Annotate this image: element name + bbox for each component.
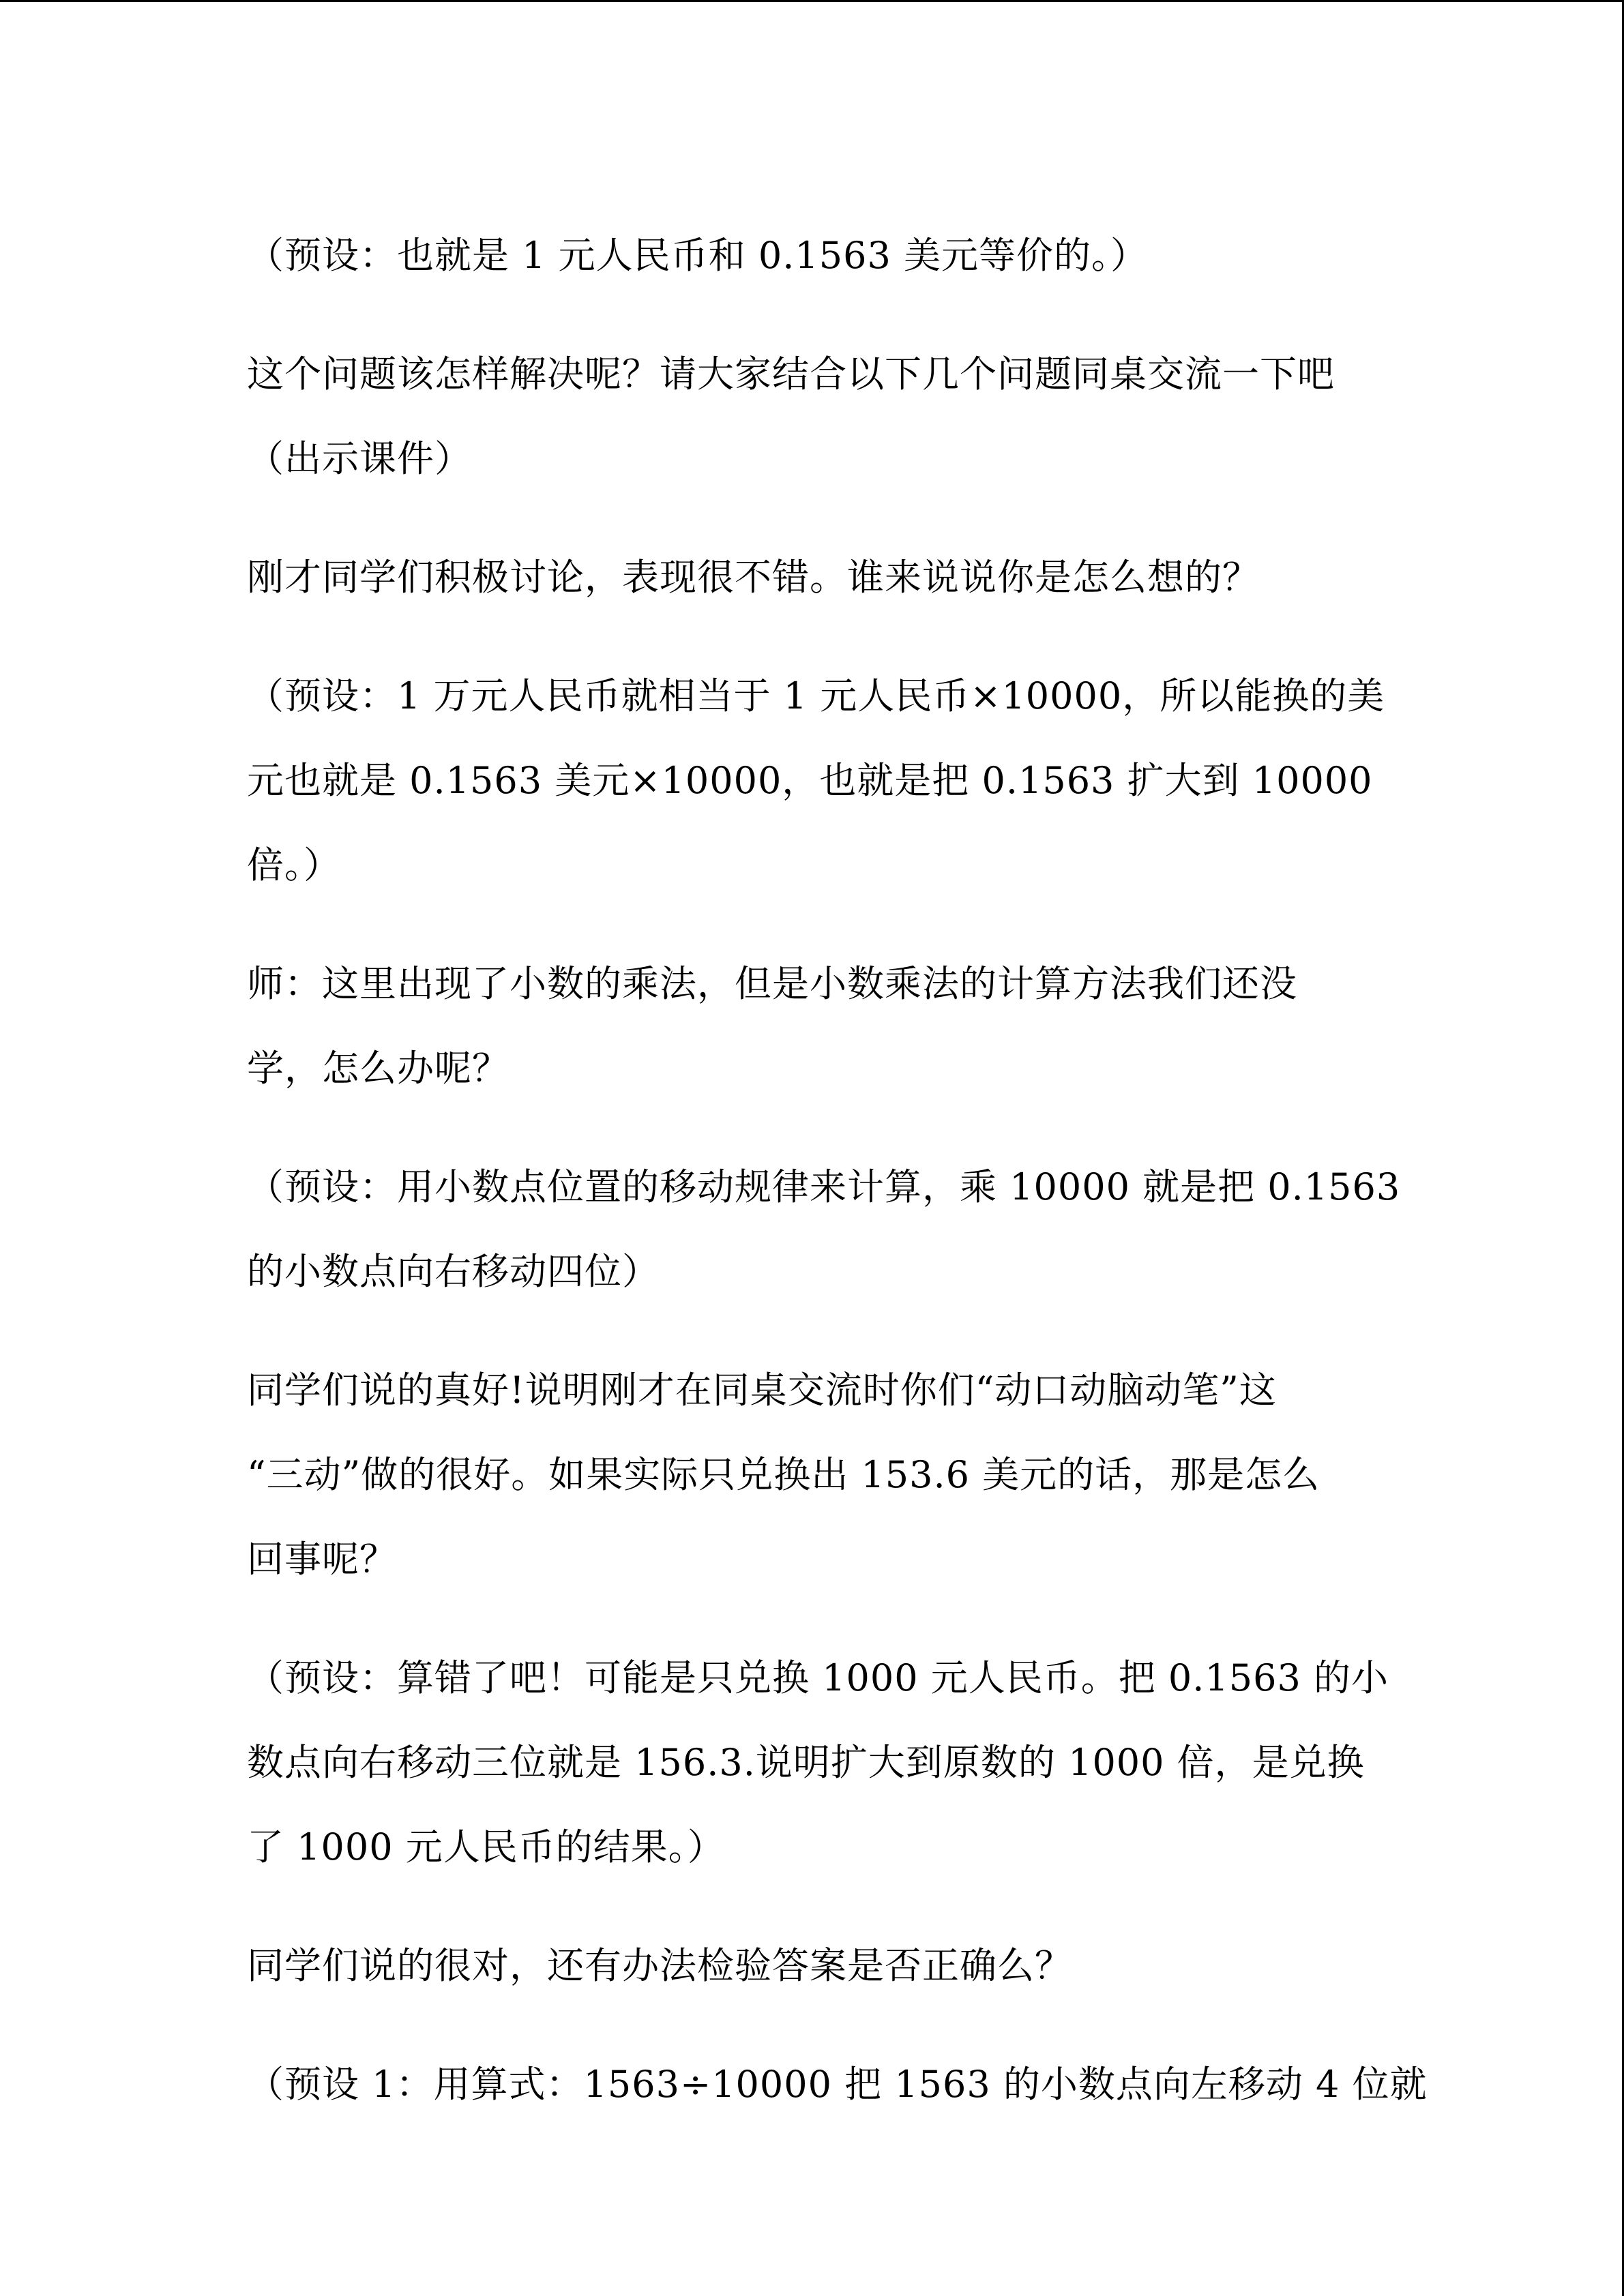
- paragraph: [247, 535, 1372, 620]
- text-line: （预设：1 万元人民币就相当于 1 元人民币×10000，所以能换的美: [247, 674, 1385, 717]
- text-line: 数点向右移动三位就是 156.3.说明扩大到原数的 1000 倍，是兑换: [247, 1741, 1365, 1784]
- text-line: “三动”做的很好。如果实际只兑换出 153.6 美元的话，那是怎么: [247, 1453, 1320, 1496]
- paragraph: [247, 1924, 1372, 2008]
- text-line: 元也就是 0.1563 美元×10000，也就是把 0.1563 扩大到 10000: [247, 759, 1373, 802]
- text-line: （预设：用小数点位置的移动规律来计算，乘 10000 就是把 0.1563: [247, 1165, 1401, 1208]
- text-line: （预设 1：用算式：1563÷10000 把 1563 的小数点向左移动 4 位就: [247, 2063, 1428, 2106]
- paragraph: [247, 2042, 1428, 2127]
- text-line: （出示课件）: [247, 437, 472, 480]
- paragraph: [247, 942, 1372, 1111]
- text-line: 了 1000 元人民币的结果。）: [247, 1825, 725, 1868]
- text-line: （预设：算错了吧！可能是只兑换 1000 元人民币。把 0.1563 的小: [247, 1656, 1389, 1699]
- text-line: 同学们说的很对，还有办法检验答案是否正确么？: [247, 1944, 1072, 1987]
- text-line: 倍。）: [247, 844, 341, 886]
- text-line: 回事呢？: [247, 1538, 397, 1581]
- document-body: [247, 213, 1428, 2161]
- text-line: 刚才同学们积极讨论，表现很不错。谁来说说你是怎么想的？: [247, 556, 1260, 599]
- text-line: 师：这里出现了小数的乘法，但是小数乘法的计算方法我们还没: [247, 962, 1297, 1005]
- paragraph: [247, 1636, 1389, 1890]
- paragraph: [247, 1348, 1372, 1602]
- text-line: 这个问题该怎样解决呢？请大家结合以下几个问题同桌交流一下吧: [247, 353, 1335, 396]
- paragraph: [247, 1145, 1401, 1314]
- paragraph: [247, 213, 1372, 298]
- text-line: （预设：也就是 1 元人民币和 0.1563 美元等价的。）: [247, 234, 1148, 277]
- text-line: 同学们说的真好!说明刚才在同桌交流时你们“动口动脑动笔”这: [247, 1369, 1277, 1412]
- paragraph: [247, 332, 1372, 501]
- paragraph: [247, 654, 1385, 908]
- text-line: 学，怎么办呢？: [247, 1047, 510, 1090]
- text-line: 的小数点向右移动四位）: [247, 1250, 660, 1293]
